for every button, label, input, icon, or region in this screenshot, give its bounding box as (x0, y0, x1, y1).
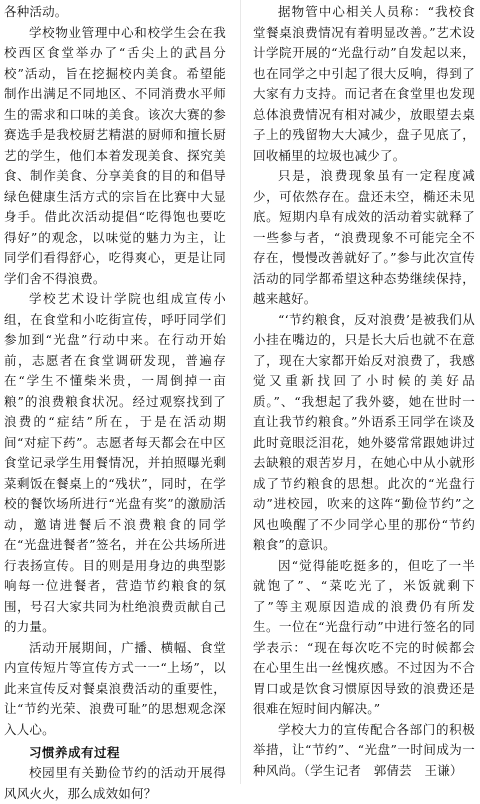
paragraph-waste-persists: 只是，浪费现象虽有一定程度减少，可依然存在。盘还未空，椭还未见底。短期内阜有成效的活动着实就释了一些参与者，“浪费现象不可能完全不存在，慢慢改善就好了。”参与此次宣传活动的同学都希望这种态势继续保持，越来越好。 (253, 168, 475, 306)
paragraph-art-design-campaign: 学校艺术设计学院也组成宣传小组，在食堂和小吃街宣传，呼吁同学们参加到“光盘”行动中来。在行动开始前，志愿者在食堂调研发现，普遍存在“学生不懂柴米贵，一周倒掉一亩粮”的浪费粮食状况。经过观察找到了浪费的“症结”所在，于是在活动期间“对症下药”。志愿者每天都会在中区食堂记录学生用餐情况，并拍照曝光剩菜剩饭在餐桌上的“残状”，同时，在学校的餐饮场所进行“光盘有奖”的激励活动，邀请进餐后不浪费粮食的同学在“光盘进餐者”签名，并在公共场所进行表扬宣传。目的则是用身边的典型影响每一位进餐者，营造节约粮食的氛围，号召大家共同为杜绝浪费贡献自己的力量。 (4, 291, 226, 634)
section-heading: 习惯养成有过程 (29, 745, 121, 760)
paragraph-publicity: 活动开展期间，广播、横幅、食堂内宣传短片等宣传方式一一“上场”，以此来宣传反对餐桌浪费活动的重要性，让“节约光荣、浪费可耻”的思想观念深入人心。 (4, 639, 226, 737)
paragraph-continuation: 各种活动。 (4, 4, 68, 19)
paragraph-improvement: 据物管中心相关人员称：“我校食堂餐桌浪费情况有着明显改善。”艺术设计学院开展的“光盘行动”自发起以来，也在同学之中引起了很大反响，得到了大家有力支持。而记者在食堂里也发现总体浪费情况有相对减少，放眼望去桌子上的残留物大大减少，盘子见底了，回收桶里的垃圾也减少了。 (253, 4, 475, 163)
left-column (4, 2, 226, 804)
paragraph-food-contest: 学校物业管理中心和校学生会在我校西区食堂举办了“舌尖上的武昌分校”活动，旨在挖掘校内美食。希望能制作出满足不同地区、不同消费水平师生的需求和口味的美食。该次大赛的参赛选手是我校厨艺精湛的厨师和擅长厨艺的学生，他们本着发现美食、探究美食、制作美食、分享美食的目的和倡导绿色健康生活方式的宗旨在比赛中大显身手。借此次活动提倡“吃得饱也要吃得好”的观念，以味觉的魅力为主，让同学们看得舒心，吃得爽心，更是让同学们舍不得浪费。 (4, 24, 226, 286)
right-column (253, 2, 475, 781)
column-divider (240, 0, 241, 784)
paragraph-remaining-waste: 因“觉得能吃挺多的，但吃了一半就饱了”、“菜吃光了，米饭就剩下了”等主观原因造成的浪费仍有所发生。一位在“光盘行动”中进行签名的同学表示：“现在每次吃不完的时候都会在心里生出一丝愧疚感。不过因为不合胃口或是饮食习惯原因导致的浪费还是很难在短时间内解决。” (253, 557, 475, 716)
paragraph-results-question: 校园里有关勤俭节约的活动开展得风风火火，那么成效如何？ (4, 765, 226, 801)
paragraph-conclusion-byline: 学校大力的宣传配合各部门的积极举措，让“节约”、“光盘”一时间成为一种风尚。（学生记者 郭倩芸 王谦） (253, 721, 475, 778)
paragraph-student-quotes: “‘节约粮食，反对浪费’是被我们从小挂在嘴边的，只是长大后也就不在意了，现在大家都开始反对浪费了，我感觉又重新找回了小时候的美好品质。”、“我想起了我外婆，她在世时一直让我节约粮食。”外语系王同学在谈及此时竟眼泛泪花，她外婆常常跟她讲过去缺粮的艰苦岁月，在她心中从小就形成了节约粮食的思想。此次的“光盘行动”进校园，吹来的这阵“勤俭节约”之风也唤醒了不少同学心里的那份“节约粮食”的意识。 (253, 311, 475, 552)
